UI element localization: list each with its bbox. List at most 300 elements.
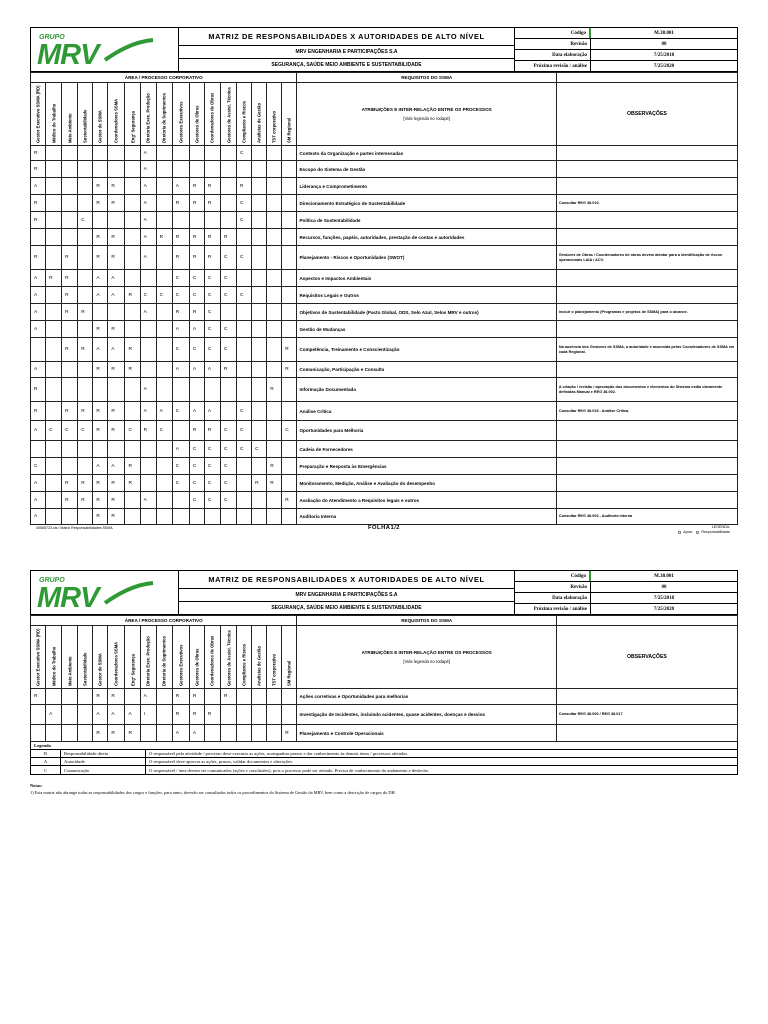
footer-legend-item: Responsabilidade xyxy=(701,530,730,534)
column-header xyxy=(156,626,172,689)
matrix-cell xyxy=(267,321,282,338)
observation-cell xyxy=(556,492,737,509)
matrix-cell: R xyxy=(62,304,78,321)
matrix-cell: C xyxy=(140,287,156,304)
matrix-cell xyxy=(46,492,62,509)
matrix-cell xyxy=(78,270,93,287)
requirement-cell: Preparação e Resposta às Emergências xyxy=(297,458,556,475)
matrix-cell: R xyxy=(204,421,220,441)
matrix-cell: R xyxy=(31,246,46,270)
matrix-cell xyxy=(172,212,189,229)
matrix-cell xyxy=(156,195,172,212)
matrix-cell: C xyxy=(78,421,93,441)
column-header-row xyxy=(31,83,738,146)
requirements-header-subtitle: [Vide legenda no rodapé] xyxy=(403,116,451,121)
matrix-cell: R xyxy=(108,689,125,705)
matrix-cell: R xyxy=(125,725,140,742)
matrix-cell xyxy=(125,212,140,229)
matrix-cell: R xyxy=(31,402,46,421)
requirements-header-title: ATRIBUIÇÕES E INTER-RELAÇÃO ENTRE OS PROCESSOS xyxy=(361,650,492,655)
matrix-cell xyxy=(46,458,62,475)
table-row xyxy=(31,270,738,287)
matrix-cell: R xyxy=(267,378,282,402)
column-header-label: Gestores de Obras xyxy=(194,105,200,143)
matrix-cell: R xyxy=(189,689,204,705)
matrix-cell xyxy=(62,458,78,475)
logo-group-text: GRUPO xyxy=(39,577,65,584)
column-header xyxy=(267,626,282,689)
company-name: MRV ENGENHARIA E PARTICIPAÇÕES S.A xyxy=(179,46,514,59)
matrix-cell xyxy=(140,362,156,378)
matrix-cell xyxy=(31,229,46,246)
column-header xyxy=(108,83,125,146)
matrix-cell: C xyxy=(189,458,204,475)
matrix-cell xyxy=(78,509,93,525)
matrix-cell xyxy=(31,441,46,458)
matrix-cell: R xyxy=(172,246,189,270)
matrix-cell: R xyxy=(78,304,93,321)
matrix-cell: R xyxy=(220,689,236,705)
matrix-cell: A xyxy=(172,178,189,195)
matrix-cell xyxy=(125,402,140,421)
matrix-cell: C xyxy=(204,321,220,338)
matrix-cell xyxy=(252,304,267,321)
matrix-cell xyxy=(62,212,78,229)
matrix-cell xyxy=(220,178,236,195)
matrix-cell: A xyxy=(172,362,189,378)
column-header xyxy=(252,626,267,689)
matrix-cell: C xyxy=(172,338,189,362)
column-header-label: Diretoria de Suprimentos xyxy=(161,92,167,143)
mrv-logo xyxy=(31,571,179,614)
matrix-cell xyxy=(267,509,282,525)
responsibility-matrix-page-1 xyxy=(30,72,738,525)
matrix-cell: C xyxy=(204,304,220,321)
table-row xyxy=(31,246,738,270)
matrix-cell xyxy=(46,178,62,195)
matrix-cell xyxy=(78,458,93,475)
matrix-cell xyxy=(252,421,267,441)
observations-header: OBSERVAÇÕES xyxy=(556,83,737,146)
column-header-label: Gestores de Assist. Técnica xyxy=(226,87,231,143)
matrix-cell: A xyxy=(31,492,46,509)
matrix-cell: C xyxy=(220,421,236,441)
area-section-header: ÁREA / PROCESSO CORPORATIVO xyxy=(31,616,297,626)
sheet-page-1 xyxy=(30,27,738,537)
document-title: MATRIZ DE RESPONSABILIDADES X AUTORIDADES DE ALTO NÍVEL xyxy=(179,28,514,46)
matrix-cell xyxy=(189,161,204,178)
column-header-label: Engº Segurança xyxy=(130,110,136,143)
matrix-cell xyxy=(220,304,236,321)
column-header-label: Gestores Executivos xyxy=(178,644,184,686)
observation-cell: Gestores de Obras / Coordenadores de obras devem atentar para a identificação de riscos operacionais LAIA / ACV. xyxy=(556,246,737,270)
matrix-cell xyxy=(108,441,125,458)
matrix-cell xyxy=(46,378,62,402)
matrix-cell: C xyxy=(237,421,252,441)
matrix-cell xyxy=(282,287,297,304)
legend-name: Autoridade xyxy=(61,758,146,765)
matrix-cell xyxy=(252,378,267,402)
requirement-cell: Oportunidades para Melhoria xyxy=(297,421,556,441)
matrix-cell: C xyxy=(220,287,236,304)
column-header xyxy=(172,83,189,146)
matrix-cell: A xyxy=(156,402,172,421)
sheet-number: FOLHA1/2 xyxy=(368,525,401,531)
matrix-cell: R xyxy=(204,195,220,212)
matrix-cell: C xyxy=(204,338,220,362)
legend-name: Comunicação xyxy=(61,766,146,774)
matrix-cell xyxy=(156,362,172,378)
matrix-cell: A xyxy=(93,270,108,287)
matrix-cell xyxy=(252,270,267,287)
column-header xyxy=(31,626,46,689)
matrix-cell: C xyxy=(220,246,236,270)
matrix-cell xyxy=(78,246,93,270)
observation-cell xyxy=(556,146,737,161)
matrix-cell xyxy=(282,509,297,525)
column-header-label: Compliance e Riscos xyxy=(241,643,247,686)
matrix-cell xyxy=(237,362,252,378)
table-row xyxy=(31,475,738,492)
matrix-cell xyxy=(156,378,172,402)
matrix-cell: C xyxy=(156,287,172,304)
matrix-cell: A xyxy=(93,338,108,362)
observation-cell: Consultar REG 38.006 / REG 38.017 xyxy=(556,705,737,725)
table-row xyxy=(31,304,738,321)
matrix-cell: C xyxy=(204,270,220,287)
matrix-cell: R xyxy=(108,509,125,525)
notes-title: Notas: xyxy=(30,783,43,788)
matrix-cell xyxy=(189,212,204,229)
matrix-cell xyxy=(267,338,282,362)
matrix-cell xyxy=(125,246,140,270)
requirement-cell: Investigação de Incidentes, incluindo acidentes, quase acidentes, doenças e desvios xyxy=(297,705,556,725)
column-header-label: Meio Ambiente xyxy=(67,656,73,686)
matrix-cell xyxy=(282,178,297,195)
table-row xyxy=(31,705,738,725)
matrix-cell: C xyxy=(252,441,267,458)
matrix-cell xyxy=(204,509,220,525)
observation-cell xyxy=(556,161,737,178)
matrix-cell xyxy=(46,362,62,378)
area-section-header: ÁREA / PROCESSO CORPORATIVO xyxy=(31,73,297,83)
matrix-cell xyxy=(204,689,220,705)
matrix-cell: R xyxy=(189,304,204,321)
column-header-row xyxy=(31,626,738,689)
column-header-label: Gestor Executivo SSMA (RD) xyxy=(35,628,41,686)
observation-cell xyxy=(556,725,737,742)
matrix-cell xyxy=(140,725,156,742)
requirement-cell: Política de Sustentabilidade xyxy=(297,212,556,229)
matrix-cell: A xyxy=(108,705,125,725)
matrix-cell xyxy=(220,725,236,742)
matrix-cell: A xyxy=(172,321,189,338)
matrix-cell xyxy=(156,304,172,321)
matrix-cell xyxy=(252,212,267,229)
matrix-cell xyxy=(156,475,172,492)
matrix-cell: R xyxy=(78,338,93,362)
matrix-cell: R xyxy=(204,229,220,246)
matrix-cell: C xyxy=(189,270,204,287)
requirements-header-title: ATRIBUIÇÕES E INTER-RELAÇÃO ENTRE OS PROCESSOS xyxy=(361,107,492,112)
matrix-cell xyxy=(156,725,172,742)
matrix-cell: A xyxy=(31,287,46,304)
matrix-cell xyxy=(93,146,108,161)
matrix-cell: C xyxy=(172,402,189,421)
matrix-cell xyxy=(189,378,204,402)
matrix-cell xyxy=(267,492,282,509)
matrix-cell: C xyxy=(62,421,78,441)
matrix-cell: R xyxy=(108,475,125,492)
column-header-label: Compliance e Riscos xyxy=(241,100,247,143)
matrix-cell: R xyxy=(125,287,140,304)
matrix-cell: A xyxy=(172,441,189,458)
matrix-cell xyxy=(78,178,93,195)
matrix-cell: A xyxy=(172,725,189,742)
matrix-cell: R xyxy=(93,229,108,246)
matrix-cell xyxy=(140,321,156,338)
matrix-cell: A xyxy=(140,212,156,229)
matrix-cell xyxy=(220,378,236,402)
matrix-cell xyxy=(220,212,236,229)
column-header-label: Analistas de Gestão xyxy=(256,102,262,143)
matrix-cell: R xyxy=(31,161,46,178)
matrix-cell: R xyxy=(204,705,220,725)
matrix-cell xyxy=(252,229,267,246)
matrix-cell: R xyxy=(267,475,282,492)
meta-label: Revisão xyxy=(515,39,591,49)
matrix-cell: A xyxy=(31,178,46,195)
matrix-cell xyxy=(282,229,297,246)
table-row xyxy=(31,421,738,441)
column-header xyxy=(172,626,189,689)
matrix-cell: C xyxy=(189,338,204,362)
matrix-cell: C xyxy=(220,270,236,287)
column-header xyxy=(220,626,236,689)
matrix-cell: A xyxy=(140,178,156,195)
matrix-cell: R xyxy=(31,195,46,212)
legend-code: A xyxy=(31,758,61,765)
requirement-cell: Planejamento e Controle Operacionais xyxy=(297,725,556,742)
column-header-label: SM Regional xyxy=(286,117,292,143)
matrix-cell: A xyxy=(93,287,108,304)
matrix-cell: R xyxy=(62,475,78,492)
table-row xyxy=(31,161,738,178)
matrix-cell xyxy=(108,304,125,321)
matrix-cell xyxy=(252,362,267,378)
matrix-cell xyxy=(267,402,282,421)
legend-code: C xyxy=(31,766,61,774)
matrix-cell: R xyxy=(220,229,236,246)
matrix-cell xyxy=(125,270,140,287)
requirement-cell: Direcionamento Estratégico de Sustentabilidade xyxy=(297,195,556,212)
matrix-cell xyxy=(204,146,220,161)
matrix-cell xyxy=(46,441,62,458)
matrix-cell: C xyxy=(220,475,236,492)
matrix-cell xyxy=(252,492,267,509)
matrix-cell xyxy=(252,246,267,270)
meta-value: 7/25/2020 xyxy=(653,606,675,612)
column-header xyxy=(282,626,297,689)
document-meta xyxy=(515,571,737,614)
matrix-cell: R xyxy=(125,458,140,475)
matrix-cell: R xyxy=(125,475,140,492)
matrix-cell: C xyxy=(189,492,204,509)
matrix-cell: R xyxy=(108,229,125,246)
matrix-cell: R xyxy=(189,421,204,441)
column-header-label: Gestor de SSMA xyxy=(97,653,103,686)
observation-cell: Consultar REG 38.010. xyxy=(556,195,737,212)
matrix-cell: R xyxy=(189,195,204,212)
department-name: SEGURANÇA, SAÚDE MEIO AMBIENTE E SUSTENTABILIDADE xyxy=(271,61,422,68)
matrix-cell xyxy=(267,362,282,378)
legend-row xyxy=(31,750,737,758)
matrix-cell: A xyxy=(31,321,46,338)
matrix-cell xyxy=(267,287,282,304)
observation-cell: Na ausência dos Gestores de SSMA, a autoridade é assumida pelos Coordenadores de SSMA em cada Regional. xyxy=(556,338,737,362)
section-header-row xyxy=(31,73,738,83)
column-header xyxy=(93,626,108,689)
matrix-cell xyxy=(189,509,204,525)
column-header xyxy=(189,626,204,689)
requirement-cell: Avaliação do Atendimento a Requisitos legais e outros xyxy=(297,492,556,509)
matrix-cell: R xyxy=(108,421,125,441)
matrix-cell xyxy=(125,195,140,212)
column-header-label: SM Regional xyxy=(286,660,292,686)
page-footer xyxy=(30,525,738,537)
observation-cell xyxy=(556,287,737,304)
observation-cell xyxy=(556,270,737,287)
matrix-cell xyxy=(267,725,282,742)
table-row xyxy=(31,725,738,742)
mrv-logo xyxy=(31,28,179,71)
observation-cell xyxy=(556,421,737,441)
table-row xyxy=(31,321,738,338)
matrix-cell: A xyxy=(46,705,62,725)
column-header xyxy=(252,83,267,146)
matrix-cell xyxy=(156,321,172,338)
observations-header: OBSERVAÇÕES xyxy=(556,626,737,689)
matrix-cell xyxy=(108,378,125,402)
matrix-cell: R xyxy=(282,362,297,378)
matrix-cell xyxy=(46,287,62,304)
matrix-cell: R xyxy=(93,725,108,742)
matrix-cell: R xyxy=(31,146,46,161)
matrix-cell xyxy=(62,161,78,178)
matrix-cell xyxy=(282,458,297,475)
matrix-cell xyxy=(108,161,125,178)
matrix-cell xyxy=(237,458,252,475)
matrix-cell xyxy=(93,304,108,321)
table-row xyxy=(31,492,738,509)
matrix-cell: A xyxy=(140,229,156,246)
matrix-cell: R xyxy=(108,725,125,742)
table-row xyxy=(31,287,738,304)
matrix-cell xyxy=(237,725,252,742)
matrix-cell: A xyxy=(31,475,46,492)
requirement-cell: Ações corretivas e Oportunidades para melhorias xyxy=(297,689,556,705)
matrix-cell: C xyxy=(220,492,236,509)
matrix-cell: R xyxy=(189,229,204,246)
requirement-cell: Monitoramento, Medição, Análise e Avaliação do desempenho xyxy=(297,475,556,492)
matrix-cell xyxy=(125,689,140,705)
observation-cell xyxy=(556,475,737,492)
meta-value: 00 xyxy=(661,584,667,590)
column-header xyxy=(108,626,125,689)
legend-block xyxy=(30,742,738,775)
matrix-cell xyxy=(172,146,189,161)
table-row xyxy=(31,378,738,402)
requirement-cell: Análise Crítica xyxy=(297,402,556,421)
matrix-cell xyxy=(156,146,172,161)
matrix-cell xyxy=(282,146,297,161)
matrix-cell xyxy=(140,270,156,287)
matrix-cell xyxy=(62,441,78,458)
observation-cell xyxy=(556,229,737,246)
matrix-cell xyxy=(125,441,140,458)
matrix-cell: R xyxy=(93,492,108,509)
matrix-cell: C xyxy=(172,458,189,475)
matrix-cell xyxy=(62,321,78,338)
matrix-cell: C xyxy=(189,441,204,458)
matrix-cell xyxy=(62,705,78,725)
observation-cell xyxy=(556,362,737,378)
column-header-label: Gestor de SSMA xyxy=(97,110,103,143)
legend-box-icon xyxy=(678,531,681,534)
column-header-label: TST corporativo xyxy=(271,653,277,686)
matrix-cell xyxy=(252,338,267,362)
matrix-cell: R xyxy=(156,229,172,246)
matrix-cell xyxy=(108,212,125,229)
table-row xyxy=(31,689,738,705)
matrix-cell: A xyxy=(140,378,156,402)
matrix-cell xyxy=(267,304,282,321)
matrix-cell: A xyxy=(204,402,220,421)
column-header-label: Médico do Trabalho xyxy=(51,646,57,686)
column-header-label: Diretoria de Suprimentos xyxy=(161,635,167,686)
matrix-cell xyxy=(46,161,62,178)
matrix-cell xyxy=(78,378,93,402)
matrix-cell: C xyxy=(220,338,236,362)
matrix-cell xyxy=(237,321,252,338)
matrix-cell xyxy=(204,725,220,742)
matrix-cell: A xyxy=(140,195,156,212)
matrix-cell xyxy=(220,146,236,161)
matrix-cell: R xyxy=(172,705,189,725)
legend-title: Legenda xyxy=(31,742,737,750)
column-header xyxy=(62,626,78,689)
meta-value: M.38.001 xyxy=(654,30,674,36)
matrix-cell xyxy=(140,509,156,525)
table-row xyxy=(31,146,738,161)
matrix-cell: R xyxy=(93,362,108,378)
matrix-cell xyxy=(220,402,236,421)
matrix-cell: C xyxy=(237,212,252,229)
matrix-cell xyxy=(267,195,282,212)
legend-description: O responsável pela atividade / processo deve executar as ações, acompanhar prazos e dar conhecimento às demais áreas / processos afetados. xyxy=(149,751,409,756)
matrix-cell: R xyxy=(108,195,125,212)
matrix-cell: C xyxy=(172,270,189,287)
matrix-cell: R xyxy=(78,402,93,421)
matrix-cell: A xyxy=(189,321,204,338)
observation-cell xyxy=(556,689,737,705)
requirement-cell: Auditoria Interna xyxy=(297,509,556,525)
matrix-cell xyxy=(220,509,236,525)
observation-cell xyxy=(556,212,737,229)
table-row xyxy=(31,362,738,378)
matrix-cell: C xyxy=(282,421,297,441)
matrix-cell: C xyxy=(204,287,220,304)
